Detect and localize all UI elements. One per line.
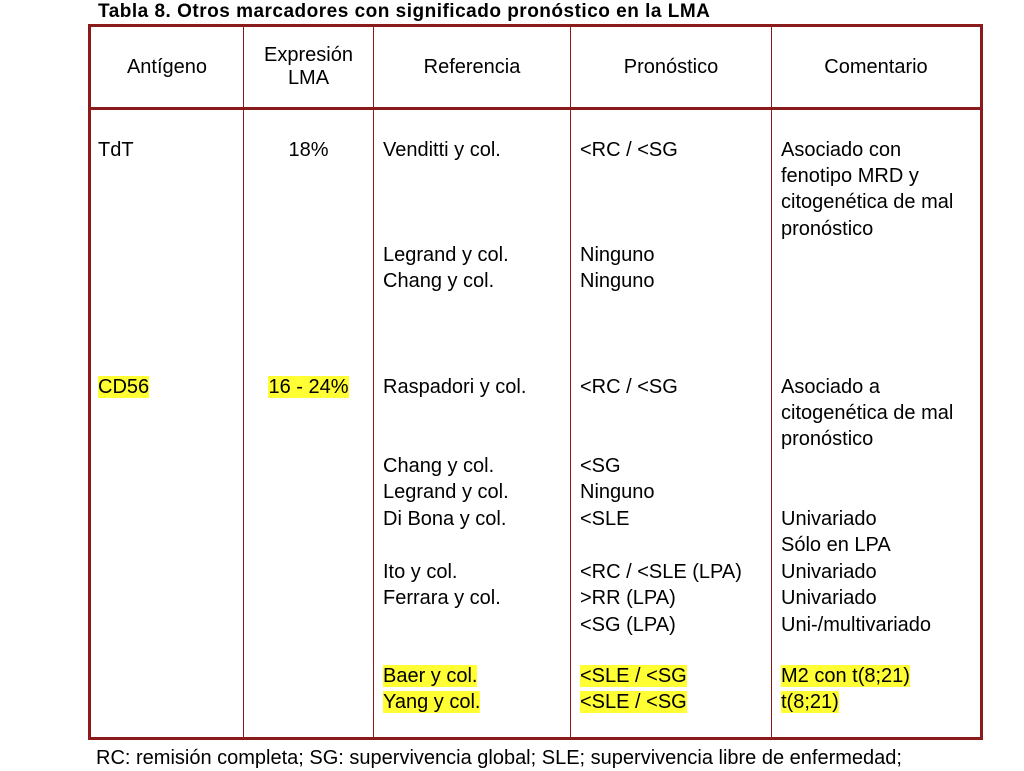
reference-item: Ferrara y col. [383, 587, 501, 609]
prognosis-item: >RR (LPA) [580, 587, 676, 609]
comment-item: Univariado [781, 561, 877, 583]
comment-item: fenotipo MRD y [781, 165, 919, 187]
reference-item-highlight: Baer y col. [383, 665, 478, 687]
header-expression-line2: LMA [287, 67, 330, 89]
comment-item: citogenética de mal [781, 402, 954, 424]
comment-item: Asociado con [781, 139, 902, 161]
comment-item: pronóstico [781, 218, 874, 240]
reference-item: Raspadori y col. [383, 376, 527, 398]
prognosis-item: <RC / <SG [580, 139, 678, 161]
comment-item-highlight: t(8;21) [781, 691, 839, 713]
table-footnote: RC: remisión completa; SG: supervivencia global; SLE; supervivencia libre de enfermedad; [96, 747, 902, 769]
antigen-tdt: TdT [98, 139, 134, 161]
header-divider [91, 107, 980, 110]
header-antigen: Antígeno [126, 55, 208, 78]
reference-item: Venditti y col. [383, 139, 501, 161]
reference-item: Chang y col. [383, 455, 495, 477]
reference-item [383, 689, 480, 716]
prognosis-item [580, 689, 687, 716]
reference-item-highlight: Yang y col. [383, 691, 481, 713]
comment-item: Asociado a [781, 376, 880, 398]
prognosis-item: Ninguno [580, 481, 655, 503]
prognosis-item: Ninguno [580, 244, 655, 266]
comment-item: Sólo en LPA [781, 534, 891, 556]
header-comment: Comentario [824, 55, 928, 78]
header-expression [244, 27, 373, 107]
prognosis-item [580, 663, 687, 690]
reference-item: Legrand y col. [383, 244, 509, 266]
reference-item: Chang y col. [383, 270, 495, 292]
reference-item [383, 663, 477, 690]
header-reference: Referencia [423, 55, 521, 78]
comment-item [781, 663, 910, 690]
prognosis-item: <SG [580, 455, 621, 477]
column-divider [373, 27, 374, 737]
header-expression-line1: Expresión [264, 44, 353, 66]
table-title: Tabla 8. Otros marcadores con significado pronóstico en la LMA [98, 1, 711, 22]
reference-item: Legrand y col. [383, 481, 509, 503]
prognosis-item: Ninguno [580, 270, 655, 292]
expression-tdt: 18% [288, 139, 329, 161]
prognosis-item-highlight: <SLE / <SG [580, 691, 687, 713]
comment-item: Univariado [781, 587, 877, 609]
prognostic-markers-table [88, 24, 983, 740]
comment-item-highlight: M2 con t(8;21) [781, 665, 910, 687]
header-prognosis: Pronóstico [623, 55, 719, 78]
prognosis-item: <SLE [580, 508, 630, 530]
comment-item: citogenética de mal [781, 191, 954, 213]
comment-item: Uni-/multivariado [781, 614, 932, 636]
column-divider [570, 27, 571, 737]
comment-item: pronóstico [781, 428, 874, 450]
prognosis-item-highlight: <SLE / <SG [580, 665, 687, 687]
comment-item [781, 689, 839, 716]
antigen-cd56 [98, 374, 149, 401]
prognosis-item: <RC / <SG [580, 376, 678, 398]
antigen-cd56-label: CD56 [98, 376, 150, 398]
column-divider [771, 27, 772, 737]
expression-cd56-value: 16 - 24% [268, 376, 349, 398]
reference-item: Di Bona y col. [383, 508, 507, 530]
reference-item: Ito y col. [383, 561, 458, 583]
comment-item: Univariado [781, 508, 877, 530]
expression-cd56 [244, 374, 373, 401]
prognosis-item: <RC / <SLE (LPA) [580, 561, 742, 583]
prognosis-item: <SG (LPA) [580, 614, 676, 636]
